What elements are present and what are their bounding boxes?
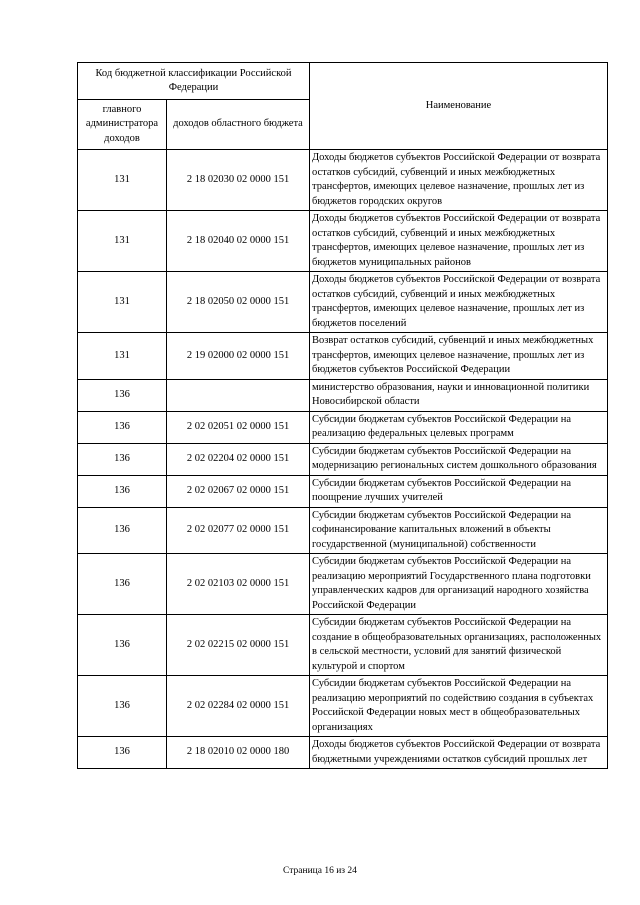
row-name: Доходы бюджетов субъектов Российской Федерации от возврата остатков субсидий, субвенций и иных межбюджетных трансфертов, имеющих целевое назначение, прошлых лет из бюджетов поселений (310, 272, 608, 333)
row-name: Субсидии бюджетам субъектов Российской Федерации на модернизацию региональных систем дошкольного образования (310, 443, 608, 475)
row-admin-code: 136 (78, 737, 167, 769)
table-row (78, 379, 608, 411)
row-income-code: 2 02 02077 02 0000 151 (167, 507, 310, 554)
table-body (78, 150, 608, 769)
table-row (78, 272, 608, 333)
row-admin-code: 131 (78, 333, 167, 380)
row-income-code (167, 379, 310, 411)
row-income-code: 2 19 02000 02 0000 151 (167, 333, 310, 380)
table-row (78, 507, 608, 554)
row-name: Субсидии бюджетам субъектов Российской Федерации на реализацию мероприятий по содействию создания в субъектах Российской Федерации новых мест в общеобразовательных организациях (310, 676, 608, 737)
row-name: Субсидии бюджетам субъектов Российской Федерации на реализацию федеральных целевых программ (310, 411, 608, 443)
header-name: Наименование (310, 63, 608, 150)
row-admin-code: 136 (78, 676, 167, 737)
row-income-code: 2 18 02040 02 0000 151 (167, 211, 310, 272)
row-admin-code: 131 (78, 150, 167, 211)
table-row (78, 333, 608, 380)
row-income-code: 2 18 02050 02 0000 151 (167, 272, 310, 333)
table-row (78, 411, 608, 443)
row-admin-code: 136 (78, 507, 167, 554)
row-income-code: 2 02 02067 02 0000 151 (167, 475, 310, 507)
row-admin-code: 136 (78, 615, 167, 676)
header-admin: главного администратора доходов (78, 100, 167, 150)
row-income-code: 2 02 02051 02 0000 151 (167, 411, 310, 443)
row-income-code: 2 18 02010 02 0000 180 (167, 737, 310, 769)
row-admin-code: 131 (78, 272, 167, 333)
header-group-title: Код бюджетной классификации Российской Федерации (78, 63, 310, 100)
row-income-code: 2 02 02215 02 0000 151 (167, 615, 310, 676)
row-name: Доходы бюджетов субъектов Российской Федерации от возврата остатков субсидий, субвенций и иных межбюджетных трансфертов, имеющих целевое назначение, прошлых лет из бюджетов муниципальных районов (310, 211, 608, 272)
row-admin-code: 136 (78, 554, 167, 615)
page-footer: Страница 16 из 24 (283, 866, 357, 876)
header-code: доходов областного бюджета (167, 100, 310, 150)
row-name: Субсидии бюджетам субъектов Российской Федерации на софинансирование капитальных вложений в объекты государственной (муниципальной) собственности (310, 507, 608, 554)
table-row (78, 475, 608, 507)
row-name: Возврат остатков субсидий, субвенций и иных межбюджетных трансфертов, имеющих целевое назначение, прошлых лет из бюджетов субъектов Российской Федерации (310, 333, 608, 380)
row-income-code: 2 18 02030 02 0000 151 (167, 150, 310, 211)
table-row (78, 676, 608, 737)
row-name: министерство образования, науки и инновационной политики Новосибирской области (310, 379, 608, 411)
table-row (78, 737, 608, 769)
row-name: Субсидии бюджетам субъектов Российской Федерации на реализацию мероприятий Государственного плана подготовки управленческих кадров для организаций народного хозяйства Российской Федерации (310, 554, 608, 615)
table-row (78, 615, 608, 676)
row-income-code: 2 02 02204 02 0000 151 (167, 443, 310, 475)
row-name: Доходы бюджетов субъектов Российской Федерации от возврата остатков субсидий, субвенций и иных межбюджетных трансфертов, имеющих целевое назначение, прошлых лет из бюджетов городских округов (310, 150, 608, 211)
table-row (78, 150, 608, 211)
row-admin-code: 136 (78, 379, 167, 411)
budget-classification-table (77, 62, 608, 769)
table-row (78, 443, 608, 475)
row-income-code: 2 02 02103 02 0000 151 (167, 554, 310, 615)
table-row (78, 211, 608, 272)
row-admin-code: 131 (78, 211, 167, 272)
row-admin-code: 136 (78, 475, 167, 507)
row-name: Субсидии бюджетам субъектов Российской Федерации на поощрение лучших учителей (310, 475, 608, 507)
row-name: Субсидии бюджетам субъектов Российской Федерации на создание в общеобразовательных организациях, расположенных в сельской местности, условий для занятий физической культурой и спортом (310, 615, 608, 676)
row-name: Доходы бюджетов субъектов Российской Федерации от возврата бюджетными учреждениями остатков субсидий прошлых лет (310, 737, 608, 769)
table-header (78, 63, 608, 150)
row-income-code: 2 02 02284 02 0000 151 (167, 676, 310, 737)
row-admin-code: 136 (78, 443, 167, 475)
table-row (78, 554, 608, 615)
row-admin-code: 136 (78, 411, 167, 443)
